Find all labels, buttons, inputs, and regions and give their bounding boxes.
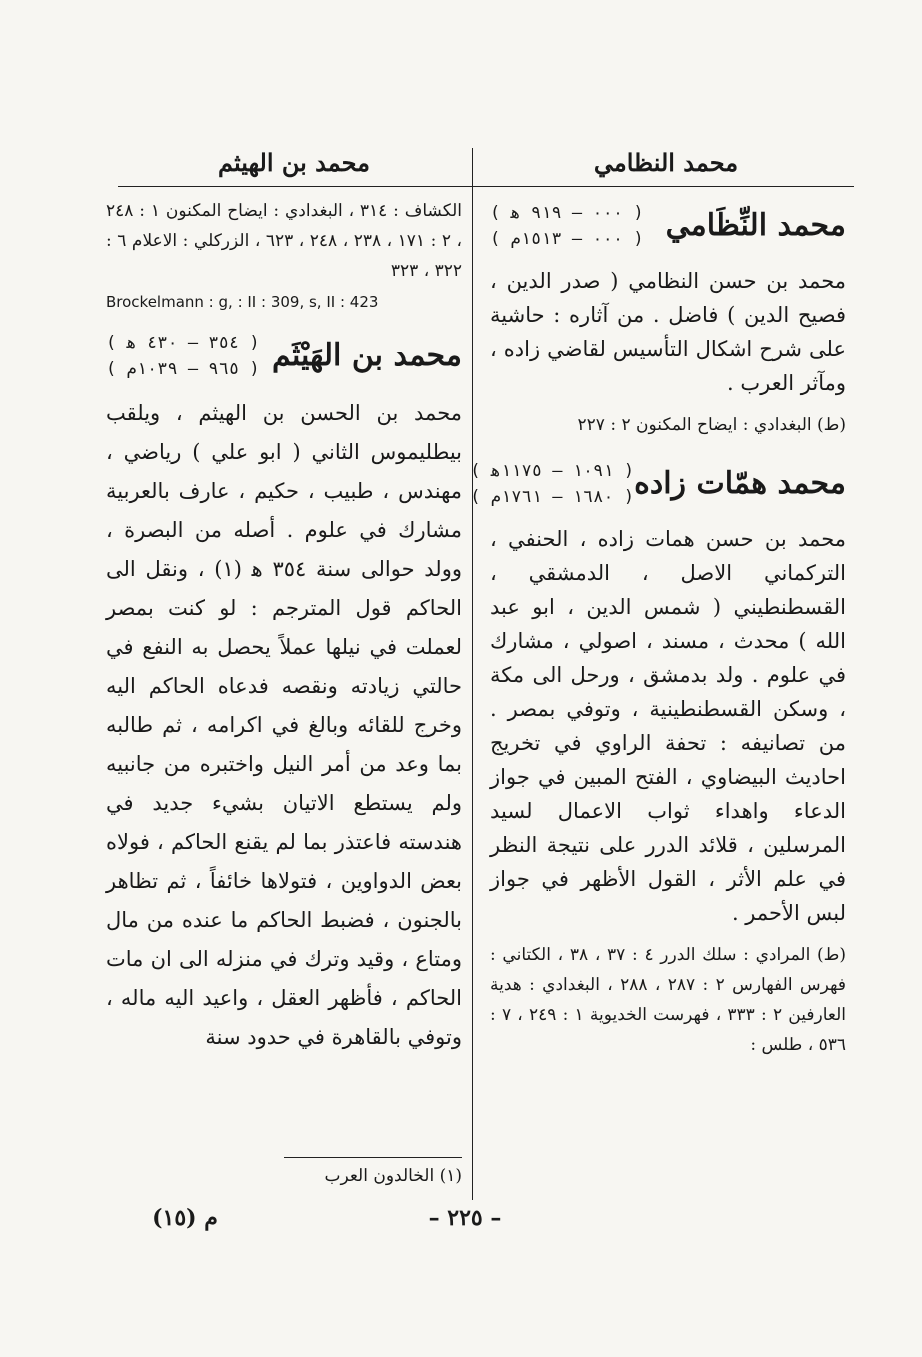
entry-dates: [490, 200, 644, 252]
right-column: [470, 194, 846, 1078]
entry-body: محمد بن الحسن بن الهيثم ، ويلقب بيطليموس الثاني ( ابو علي ) رياضي ، مهندس ، طبيب ، حكيم ، عارف بالعربية مشارك في علوم . أصله من البصرة ، وولد حوالى سنة ٣٥٤ ﻫ (١) ، ونقل الى الحاكم قول المترجم : لو كنت بمصر لعملت في نيلها عملاً يحصل به النفع في حالتي زيادته ونقصه فدعاه الحاكم اليه وخرج للقائه وبالغ في اكرامه ، ثم طالبه بما وعد من أمر النيل واختبره من جانبيه ولم يستطع الاتيان بشيء جديد في هندسته فاعتذر بما لم يقنع الحاكم ، فولاه بعض الدواوين ، فتولاها خائفاً ، ثم تظاهر بالجنون ، فضبط الحاكم ما عنده من مال ومتاع ، وقيد وترك في منزله الى ان مات الحاكم ، فأظهر العقل ، واعيد اليه ماله ، وتوفي بالقاهرة في حدود سنة: [106, 401, 462, 1049]
page-number: – ٢٢٥ –: [428, 1205, 502, 1231]
entry-body: محمد بن حسن النظامي ( صدر الدين ، فصيح الدين ) فاضل . من آثاره : حاشية على شرح اشكال التأسيس لقاضي زاده ، ومآثر العرب .: [490, 269, 846, 395]
latin-reference: Brockelmann : g, : II : 309, s, II : 423: [106, 293, 379, 311]
entry-header-nizami: [490, 200, 846, 252]
entry-sources: (ط) البغدادي : ايضاح المكنون ٢ : ٢٢٧: [577, 415, 846, 435]
continued-sources: الكشاف : ٣١٤ ، البغدادي : ايضاح المكنون ١ : ٢٤٨ ، ٢ : ١٧١ ، ٢٣٨ ، ٢٤٨ ، ٦٢٣ ، الزركلي : الاعلام ٦ : ٣٢٢ ، ٣٢٣: [106, 201, 463, 281]
entry-title: محمد همّات زاده: [634, 466, 846, 501]
gregorian-dates: ( ٩٦٥ – ١٠٣٩م ): [106, 359, 260, 379]
running-header-left: محمد بن الهيثم: [218, 148, 370, 177]
hijri-dates: ( ٠٠٠ – ٩١٩ ﻫ ): [490, 203, 644, 223]
hijri-dates: ( ٣٥٤ – ٤٣٠ ﻫ ): [106, 333, 260, 353]
left-column: [106, 194, 462, 1063]
gregorian-dates: ( ١٦٨٠ – ١٧٦١م ): [470, 487, 635, 507]
footnote-rule: [284, 1157, 462, 1158]
footnote: (١) الخالدون العرب: [324, 1166, 462, 1186]
gregorian-dates: ( ٠٠٠ – ١٥١٣م ): [490, 229, 644, 249]
entry-sources: (ط) المرادي : سلك الدرر ٤ : ٣٧ ، ٣٨ ، الكتاني : فهرس الفهارس ٢ : ٢٨٧ ، ٢٨٨ ، البغدادي : هدية العارفين ٢ : ٣٣٣ ، فهرست الخديوية ١ : ٢٤٩ ، ٧ : ٥٣٦ ، طلس :: [490, 945, 846, 1055]
running-header-right: محمد النظامي: [593, 148, 739, 177]
entry-header-hammat-zadeh: [470, 458, 846, 510]
entry-title: محمد النِّظَامي: [665, 208, 846, 243]
hijri-dates: ( ١٠٩١ – ١١٧٥ﻫ ): [470, 461, 635, 481]
column-divider: [472, 148, 473, 1200]
entry-header-ibn-al-haytham: [106, 330, 462, 382]
entry-dates: [470, 458, 634, 510]
entry-dates: [106, 330, 260, 382]
signature-mark: م (١٥): [152, 1205, 218, 1231]
entry-title: محمد بن الهَيْثَم: [272, 338, 462, 373]
header-rule: [118, 186, 854, 187]
entry-body: محمد بن حسن همات زاده ، الحنفي ، التركماني الاصل ، الدمشقي ، القسطنطيني ( شمس الدين ، ابو عبد الله ) محدث ، مسند ، اصولي ، مشارك في علوم . ولد بدمشق ، ورحل الى مكة ، وسكن القسطنطينية ، وتوفي بمصر . من تصانيفه : تحفة الراوي في تخريج احاديث البيضاوي ، الفتح المبين في جواز الدعاء واهداء ثواب الاعمال لسيد المرسلين ، قلائد الدرر على نتيجة النظر في علم الأثر ، القول الأظهر في جواز لبس الأحمر .: [490, 527, 846, 925]
